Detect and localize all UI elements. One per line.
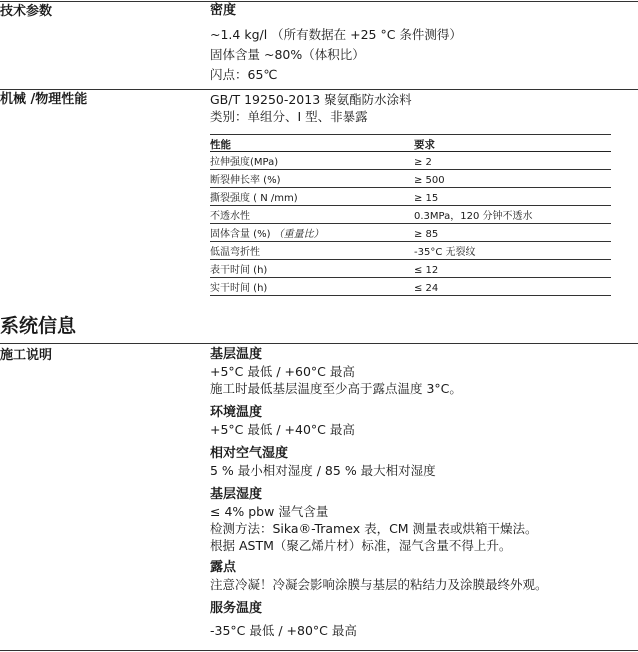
cell-property: 表干时间 (h) (210, 260, 414, 278)
section-label-application: 施工说明 (0, 348, 53, 363)
table-row (210, 206, 611, 224)
cell-property: 实干时间 (h) (210, 278, 414, 296)
table-header-row (210, 135, 611, 152)
service-temp-block (210, 601, 635, 639)
cell-requirement: ≥ 85 (414, 224, 611, 242)
dew-point-block (210, 560, 635, 593)
tech-content (210, 3, 635, 83)
block-heading: 服务温度 (210, 601, 263, 616)
block-line: +5°C 最低 / +60°C 最高 (210, 364, 355, 379)
substrate-moisture-block (210, 487, 635, 554)
cell-property (210, 224, 414, 242)
divider-top (0, 1, 638, 2)
cell-property-text: 固体含量 (%) (210, 229, 271, 240)
application-content (210, 347, 635, 645)
cell-property: 拉伸强度(MPa) (210, 152, 414, 170)
section-label-tech: 技术参数 (0, 4, 53, 19)
cell-requirement: ≥ 500 (414, 170, 611, 188)
table-row (210, 242, 611, 260)
block-heading: 相对空气湿度 (210, 446, 289, 461)
mech-content (210, 91, 635, 125)
flashpoint-line: 闪点：65℃ (210, 67, 278, 82)
cell-requirement: -35°C 无裂纹 (414, 242, 611, 260)
solids-line: 固体含量 ~80%（体积比） (210, 47, 365, 62)
table-row (210, 188, 611, 206)
block-line: -35°C 最低 / +80°C 最高 (210, 623, 357, 638)
density-title: 密度 (210, 3, 237, 18)
standard-line: GB/T 19250-2013 聚氨酯防水涂料 (210, 92, 412, 107)
category-line: 类别：单组分、I 型、非暴露 (210, 109, 368, 124)
properties-table (210, 134, 611, 296)
cell-requirement: ≤ 12 (414, 260, 611, 278)
header-property: 性能 (210, 135, 414, 152)
divider-system (0, 343, 638, 344)
block-line: 检测方法：Sika®-Tramex 表，CM 测量表或烘箱干燥法。 (210, 521, 538, 536)
cell-property: 撕裂强度 ( N /mm) (210, 188, 414, 206)
block-heading: 基层湿度 (210, 487, 263, 502)
cell-requirement: ≥ 2 (414, 152, 611, 170)
cell-requirement: ≥ 15 (414, 188, 611, 206)
block-line: 根据 ASTM（聚乙烯片材）标准，湿气含量不得上升。 (210, 538, 512, 553)
humidity-block (210, 446, 635, 479)
cell-property: 低温弯折性 (210, 242, 414, 260)
block-line: ≤ 4% pbw 湿气含量 (210, 504, 329, 519)
section-title-system: 系统信息 (0, 315, 77, 337)
substrate-temp-block (210, 347, 635, 397)
block-line: 注意冷凝！冷凝会影响涂膜与基层的粘结力及涂膜最终外观。 (210, 577, 548, 592)
table-row (210, 224, 611, 242)
cell-requirement: 0.3MPa，120 分钟不透水 (414, 206, 611, 224)
table-row (210, 260, 611, 278)
block-heading: 露点 (210, 560, 237, 575)
block-line: 5 % 最小相对湿度 / 85 % 最大相对湿度 (210, 463, 436, 478)
block-line: 施工时最低基层温度至少高于露点温度 3°C。 (210, 381, 462, 396)
ambient-temp-block (210, 405, 635, 438)
divider-mech (0, 89, 638, 90)
block-heading: 基层温度 (210, 347, 263, 362)
cell-property: 断裂伸长率 (%) (210, 170, 414, 188)
block-heading: 环境温度 (210, 405, 263, 420)
section-label-mech: 机械 /物理性能 (0, 92, 88, 107)
cell-property: 不透水性 (210, 206, 414, 224)
header-requirement: 要求 (414, 135, 611, 152)
table-row (210, 152, 611, 170)
density-line: ~1.4 kg/l （所有数据在 +25 °C 条件测得） (210, 27, 462, 42)
cell-property-note: （重量比） (273, 229, 324, 240)
cell-requirement: ≤ 24 (414, 278, 611, 296)
divider-bottom (0, 650, 638, 651)
table-row (210, 278, 611, 296)
block-line: +5°C 最低 / +40°C 最高 (210, 422, 355, 437)
table-row (210, 170, 611, 188)
